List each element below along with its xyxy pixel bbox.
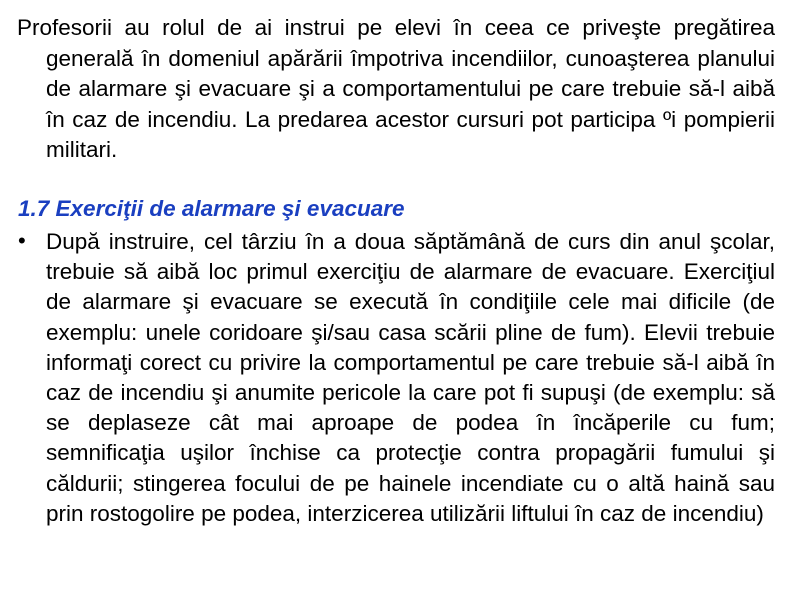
intro-paragraph-text: Profesorii au rolul de ai instrui pe elevi în ceea ce priveşte pregătirea generală în domeniul apărării împotriva incendiilor, cunoaşterea planului de alarmare şi evacuare şi a comportamentului pe care trebuie să-l aibă în caz de incendiu. La predarea acestor cursuri pot participa ºi pompierii militari.: [17, 15, 775, 162]
bullet-paragraph: După instruire, cel târziu în a doua săptămână de curs din anul şcolar, trebuie să aibă loc primul exerciţiu de alarmare de evacuare. Exerciţiul de alarmare şi evacuare se execută în condiţiile cele mai dificile (de exemplu: unele coridoare şi/sau casa scării pline de fum). Elevii trebuie informaţi corect cu privire la comportamentul pe care trebuie să-l aibă în caz de incendiu şi anumite pericole la care pot fi supuşi (de exemplu: să se deplaseze cât mai aproape de podea în încăperile cu fum; semnificaţia uşilor închise ca protecţie contra propagării fumului şi căldurii; stingerea focului de pe hainele incendiate cu o altă haină sau prin rostogolire pe podea, interzicerea utilizării liftului în caz de incendiu): [46, 229, 775, 526]
intro-first-word: Profesorii: [17, 15, 113, 40]
bullet-marker: •: [18, 228, 26, 253]
intro-paragraph: [17, 13, 775, 166]
section-heading: 1.7 Exerciţii de alarmare şi evacuare: [18, 196, 405, 221]
